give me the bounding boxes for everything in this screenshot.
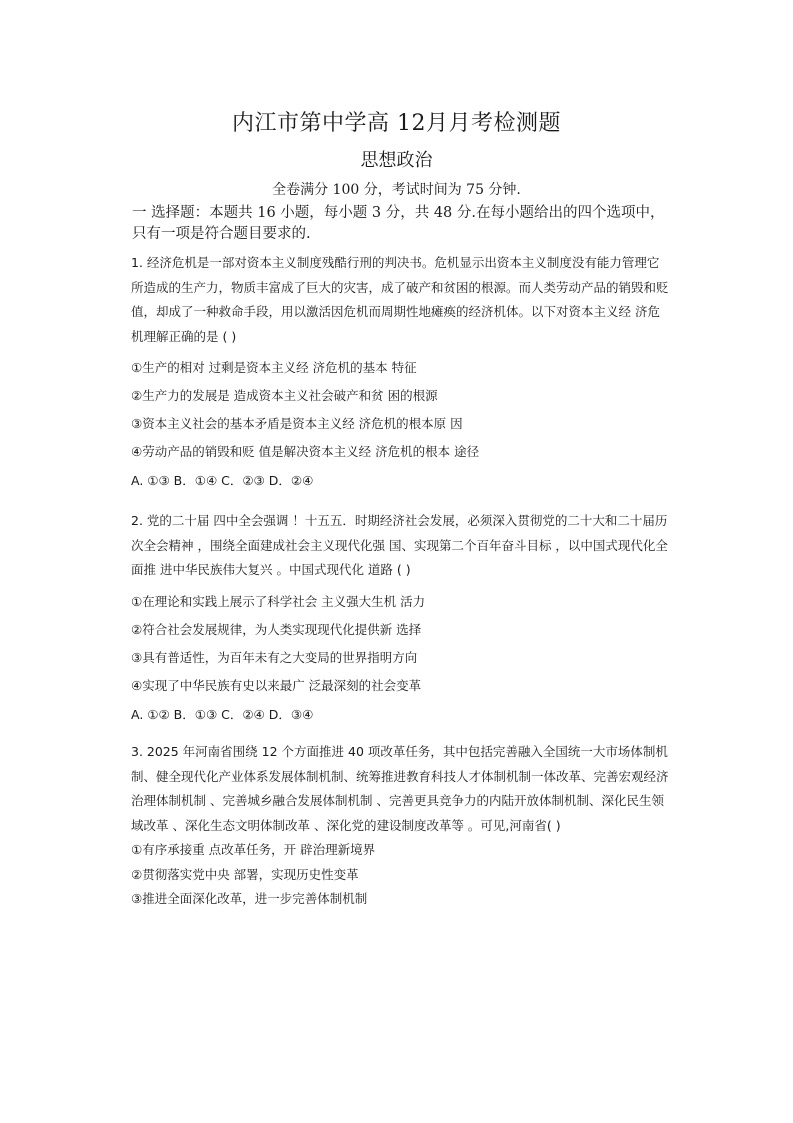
- option-item: ③具有普适性，为百年未有之大变局的世界指明方向: [131, 649, 418, 665]
- question-stem: 2. 党的二十届 四中全会强调 ！十五五．时期经济社会发展，必须深入贯彻党的二十大和二十届历次全会精神 ，围绕全面建成社会主义现代化强 国、实现第二个百年奋斗目标 ，以中国式现代化全面推 进中华民族伟大复兴 。中国式现代化 道路 ( ): [131, 513, 668, 577]
- exam-title: 内江市第中学高 12月月考检测题: [232, 111, 561, 136]
- option-item: ②符合社会发展规律，为人类实现现代化提供新 选择: [131, 621, 422, 637]
- question-3: [131, 740, 671, 912]
- option-item: ①有序承接重 点改革任务，开 辟治理新境界: [131, 842, 376, 857]
- option-item: ①在理论和实践上展示了科学社会 主义强大生机 活力: [131, 593, 426, 609]
- exam-meta: 全卷满分 100 分，考试时间为 75 分钟.: [272, 182, 521, 198]
- option-item: ②生产力的发展是 造成资本主义社会破产和贫 困的根源: [131, 388, 438, 403]
- question-1: [131, 251, 671, 494]
- option-item: ④劳动产品的销毁和贬 值是解决资本主义经 济危机的根本 途径: [131, 444, 480, 459]
- question-stem: 3. 2025 年河南省围绕 12 个方面推进 40 项改革任务，其中包括完善融入全国统一大市场体制机制、健全现代化产业体系发展体制机制、统筹推进教育科技人才体制机制一体改革、完善宏观经济治理体制机制 、完善城乡融合发展体制机制 、完善更具竞争力的内陆开放体制机制、深化民生领域改革 、深化生态文明体制改革 、深化党的建设制度改革等 。可见,河南省( ): [131, 744, 669, 833]
- option-item: ②贯彻落实党中央 部署，实现历史性变革: [131, 866, 359, 882]
- subject-title: 思想政治: [360, 150, 433, 171]
- option-list: [131, 838, 671, 912]
- question-2: [131, 509, 671, 727]
- option-list: [131, 354, 671, 466]
- section-instructions: 一 选择题：本题共 16 小题，每小题 3 分，共 48 分.在每小题给出的四个选项中，只有一项是符合题目要求的.: [132, 205, 665, 242]
- option-item: ④实现了中华民族有史以来最广 泛最深刻的社会变革: [131, 677, 422, 693]
- option-item: ③推进全面深化改革，进一步完善体制机制: [131, 891, 368, 906]
- option-list: [131, 588, 671, 700]
- option-item: ③资本主义社会的基本矛盾是资本主义经 济危机的根本原 因: [131, 416, 463, 431]
- answer-choices: A. ①③ B．①④ C．②③ D．②④: [131, 473, 314, 488]
- option-item: ①生产的相对 过剩是资本主义经 济危机的基本 特征: [131, 360, 417, 375]
- question-stem: 1. 经济危机是一部对资本主义制度残酷行刑的判决书。危机显示出资本主义制度没有能力管理它所造成的生产力，物质丰富成了巨大的灾害，成了破产和贫困的根源。而人类劳动产品的销毁和贬值，却成了一种救命手段，用以激活因危机而周期性地瘫痪的经济机体。以下对资本主义经 济危机理解正确的是 ( ): [131, 255, 669, 344]
- answer-choices: A. ①② B．①③ C．②④ D．③④: [131, 706, 314, 722]
